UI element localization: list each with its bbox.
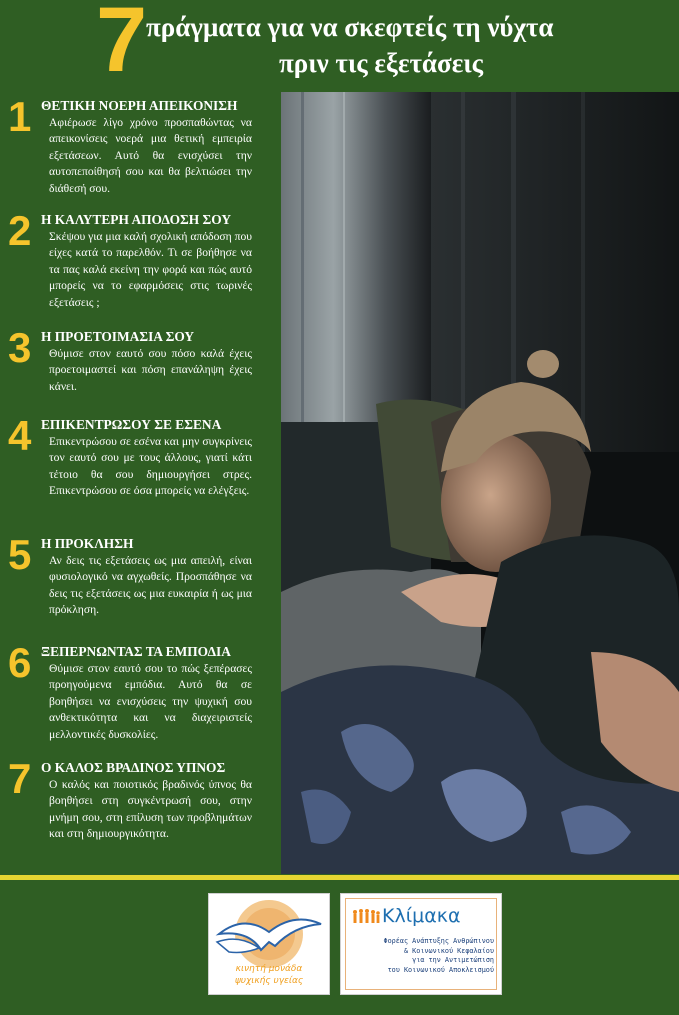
tip-text: Θύμισε στον εαυτό σου πόσο καλά έχεις προετοιμαστεί και πόση επανάληψη έχεις κάνει.	[49, 347, 252, 393]
tip-text: Αφιέρωσε λίγο χρόνο προσπαθώντας να απεικονίσεις νοερά μια θετική εμπειρία εξετάσεων. Αυτό θα ενισχύσει την αυτοπεποίθησή σου και θα βελτιώσει την διάθεσή σου.	[49, 116, 252, 195]
tip-heading: Η ΠΡΟΚΛΗΣΗ	[41, 536, 134, 551]
mobile-mental-health-unit-logo	[208, 893, 330, 995]
sleeping-woman-photo	[281, 92, 679, 874]
tip-heading: Η ΚΑΛΥΤΕΡΗ ΑΠΟΔΟΣΗ ΣΟΥ	[41, 212, 232, 227]
tip-heading: Ο ΚΑΛΟΣ ΒΡΑΔΙΝΟΣ ΥΠΝΟΣ	[41, 760, 226, 775]
photo-illustration	[281, 92, 679, 874]
header	[0, 0, 679, 92]
klimaka-desc-line-1: Φορέας Ανάπτυξης Ανθρώπινου	[383, 937, 494, 945]
title-line-1: πράγματα για να σκεφτείς τη νύχτα	[146, 12, 554, 42]
logo-caption-line-1: κινητή μονάδα	[235, 964, 303, 974]
tip-number: 1	[8, 93, 32, 140]
tips-list	[0, 92, 280, 874]
tip-number: 6	[8, 639, 32, 686]
tip-text: Επικεντρώσου σε εσένα και μην συγκρίνεις τον εαυτό σου με τους άλλους, γιατί κάτι τέτοιο θα σου δημιουργήσει στρες. Επικεντρώσου σε όσα μπορείς να ελέγξεις.	[49, 435, 252, 498]
tip-number: 4	[8, 412, 32, 459]
klimaka-description	[348, 937, 494, 975]
footer-logos	[0, 880, 679, 1015]
tip-text: Ο καλός και ποιοτικός βραδινός ύπνος θα βοηθήσει στη συγκέντρωσή σου, στην μνήμη σου, στη επίλυση των προβλημάτων και στη δημιουργικότητα.	[49, 778, 252, 841]
title-line-2: πριν τις εξετάσεις	[279, 48, 483, 78]
people-icon	[352, 908, 380, 926]
klimaka-logo-frame	[345, 898, 497, 990]
tip-heading: Η ΠΡΟΕΤΟΙΜΑΣΙΑ ΣΟΥ	[41, 329, 195, 344]
klimaka-brand-name: Κλίμακα	[382, 905, 461, 927]
tip-number: 3	[8, 324, 32, 371]
tip-number: 7	[8, 755, 32, 802]
logo-caption-line-2: ψυχικής υγείας	[234, 976, 304, 986]
klimaka-desc-line-3: για την Αντιμετώπιση	[412, 956, 494, 964]
tip-text: Σκέψου για μια καλή σχολική απόδοση που είχες κατά το παρελθόν. Τι σε βοήθησε να τα πας καλά εκείνη την φορά και πώς αυτό μπορείς να το εφαρμόσεις στις τωρινές εξετάσεις ;	[49, 230, 252, 309]
tip-number: 5	[8, 531, 32, 578]
tip-heading: ΘΕΤΙΚΗ ΝΟΕΡΗ ΑΠΕΙΚΟΝΙΣΗ	[41, 98, 238, 113]
tip-text: Θύμισε στον εαυτό σου το πώς ξεπέρασες προηγούμενα εμπόδια. Αυτό θα σε βοηθήσει να ενισχύσεις την ψυχική σου ανθεκτικότητα και να διαχειριστείς μελλοντικές δυσκολίες.	[49, 662, 252, 741]
tip-heading: ΕΠΙΚΕΝΤΡΩΣΟΥ ΣΕ ΕΣΕΝΑ	[41, 417, 222, 432]
klimaka-desc-line-4: του Κοινωνικού Αποκλεισμού	[387, 965, 494, 974]
klimaka-desc-line-2: & Κοινωνικού Κεφαλαίου	[403, 946, 494, 955]
header-number: 7	[96, 0, 148, 91]
tip-heading: ΞΕΠΕΡΝΩΝΤΑΣ ΤΑ ΕΜΠΟΔΙΑ	[41, 644, 231, 659]
tip-number: 2	[8, 207, 32, 254]
tip-text: Αν δεις τις εξετάσεις ως μια απειλή, είναι φυσιολογικό να αγχωθείς. Προσπάθησε να δεις τις εξετάσεις ως μια ευκαιρία ή ως μια πρόκληση.	[49, 554, 252, 617]
klimaka-logo	[340, 893, 502, 995]
